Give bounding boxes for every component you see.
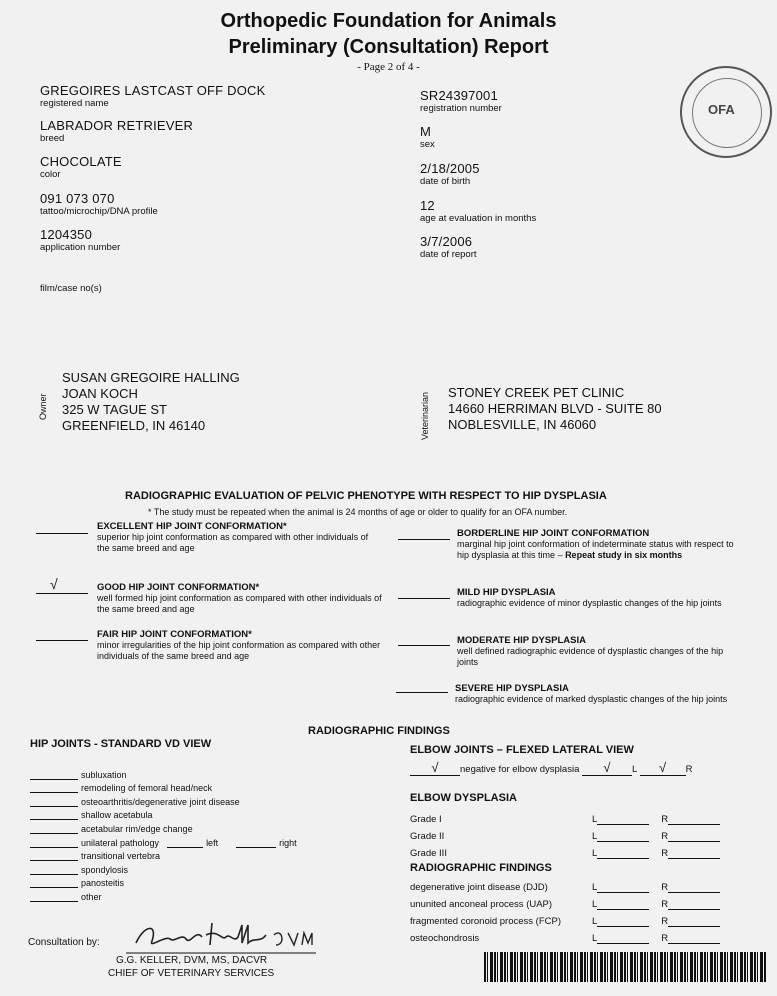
- age-field: [420, 198, 536, 224]
- consultation-by-label: Consultation by:: [28, 937, 100, 948]
- seal-text: OFA: [708, 102, 735, 117]
- breed-value: LABRADOR RETRIEVER: [40, 118, 194, 133]
- veterinarian-side-label: Veterinarian: [420, 391, 430, 440]
- elbow-negative-row: [410, 760, 750, 776]
- option-severe: [455, 683, 740, 705]
- option-desc: radiographic evidence of minor dysplastic changes of the hip joints: [457, 598, 722, 608]
- tattoo-label: tattoo/microchip/DNA profile: [40, 206, 158, 217]
- hip-joints-heading: HIP JOINTS - STANDARD VD VIEW: [30, 738, 212, 750]
- option-fair: [97, 629, 397, 662]
- option-borderline: [457, 528, 737, 561]
- elbow-right-check: √: [640, 760, 686, 776]
- sex-value: M: [420, 124, 432, 139]
- option-excellent: [97, 521, 377, 554]
- report-date-field: [420, 234, 477, 260]
- hip-item: spondylosis: [30, 861, 390, 875]
- radio-row: fragmented coronoid process (FCP) L R: [410, 910, 740, 927]
- option-desc: [457, 539, 737, 561]
- option-good: [97, 582, 387, 615]
- ofa-seal-icon: [680, 66, 772, 158]
- option-blank-excellent: [36, 533, 88, 534]
- elbow-joints-heading: ELBOW JOINTS – FLEXED LATERAL VIEW: [410, 744, 634, 756]
- owner-side-label: Owner: [38, 393, 48, 420]
- evaluation-note: * The study must be repeated when the animal is 24 months of age or older to qualify for an OFA number.: [148, 507, 568, 517]
- vet-line: 14660 HERRIMAN BLVD - SUITE 80: [448, 401, 662, 416]
- option-desc: superior hip joint conformation as compared with other individuals of the same breed and age: [97, 532, 369, 553]
- hip-item: shallow acetabula: [30, 807, 390, 821]
- registered-name-label: registered name: [40, 98, 109, 109]
- option-desc: minor irregularities of the hip joint conformation as compared with other individuals of the same breed and age: [97, 640, 381, 661]
- report-date-label: date of report: [420, 249, 477, 260]
- option-moderate: [457, 635, 742, 668]
- elbow-dysplasia-heading: ELBOW DYSPLASIA: [410, 792, 517, 804]
- vet-line: NOBLESVILLE, IN 46060: [448, 417, 597, 432]
- option-title: GOOD HIP JOINT CONFORMATION*: [97, 582, 260, 593]
- elbow-negative-check: √: [410, 760, 460, 776]
- tattoo-value: 091 073 070: [40, 191, 115, 206]
- dob-value: 2/18/2005: [420, 161, 480, 176]
- radio-row: osteochondrosis L R: [410, 927, 740, 944]
- option-desc-text: marginal hip joint conformation of indeterminate status with respect to hip dysplasia at this time –: [457, 539, 734, 560]
- option-mild: [457, 587, 742, 609]
- hip-item: panosteitis: [30, 875, 390, 889]
- application-field: [40, 227, 120, 253]
- grade-row: Grade I L R: [410, 808, 740, 825]
- option-desc: well formed hip joint conformation as compared with other individuals of the same breed and age: [97, 593, 382, 614]
- color-value: CHOCOLATE: [40, 154, 122, 169]
- option-blank-mild: [398, 598, 450, 599]
- color-label: color: [40, 169, 61, 180]
- hip-item: subluxation: [30, 766, 390, 780]
- age-label: age at evaluation in months: [420, 213, 537, 224]
- check-mark-good: √: [50, 576, 58, 592]
- r-label: R: [685, 764, 693, 775]
- hip-item-unilateral: unilateral pathology left right: [30, 834, 390, 848]
- owner-line: 325 W TAGUE ST: [62, 402, 167, 417]
- option-desc-bold: Repeat study in six months: [565, 550, 683, 560]
- dob-label: date of birth: [420, 176, 471, 187]
- option-title: EXCELLENT HIP JOINT CONFORMATION*: [97, 521, 287, 532]
- color-field: [40, 154, 122, 180]
- owner-address: [62, 370, 240, 434]
- tattoo-field: [40, 191, 158, 217]
- option-title: MODERATE HIP DYSPLASIA: [457, 635, 586, 646]
- hip-item: acetabular rim/edge change: [30, 820, 390, 834]
- evaluation-heading: RADIOGRAPHIC EVALUATION OF PELVIC PHENOTYPE WITH RESPECT TO HIP DYSPLASIA: [125, 490, 607, 502]
- hip-item: other: [30, 888, 390, 902]
- option-title: FAIR HIP JOINT CONFORMATION*: [97, 629, 252, 640]
- option-title: BORDERLINE HIP JOINT CONFORMATION: [457, 528, 650, 539]
- breed-label: breed: [40, 133, 65, 144]
- registration-label: registration number: [420, 103, 502, 114]
- owner-line: SUSAN GREGOIRE HALLING: [62, 370, 240, 385]
- hip-findings-list: [30, 766, 390, 902]
- option-desc: well defined radiographic evidence of dysplastic changes of the hip joints: [457, 646, 724, 667]
- elbow-negative-label: negative for elbow dysplasia: [460, 764, 580, 775]
- application-label: application number: [40, 242, 121, 253]
- registration-value: SR24397001: [420, 88, 498, 103]
- registered-name-value: GREGOIRES LASTCAST OFF DOCK: [40, 83, 266, 98]
- vet-line: STONEY CREEK PET CLINIC: [448, 385, 625, 400]
- film-case-label: film/case no(s): [40, 283, 102, 294]
- sex-label: sex: [420, 139, 435, 150]
- option-blank-fair: [36, 640, 88, 641]
- radio-list: [410, 876, 740, 944]
- breed-field: [40, 118, 193, 144]
- option-title: MILD HIP DYSPLASIA: [457, 587, 556, 598]
- hip-item: remodeling of femoral head/neck: [30, 780, 390, 794]
- sex-field: [420, 124, 435, 150]
- barcode-icon: [484, 952, 766, 982]
- signer-name: G.G. KELLER, DVM, MS, DACVR: [116, 955, 268, 966]
- option-title: SEVERE HIP DYSPLASIA: [455, 683, 569, 694]
- registration-field: [420, 88, 502, 114]
- hip-item: transitional vertebra: [30, 848, 390, 862]
- findings-heading: RADIOGRAPHIC FINDINGS: [308, 725, 450, 737]
- registered-name-field: [40, 83, 265, 109]
- dob-field: [420, 161, 480, 187]
- option-blank-moderate: [398, 645, 450, 646]
- owner-line: JOAN KOCH: [62, 386, 138, 401]
- l-label: L: [632, 764, 637, 775]
- option-blank-good: [36, 593, 88, 594]
- report-title-line1: Orthopedic Foundation for Animals: [220, 10, 557, 32]
- age-value: 12: [420, 198, 435, 213]
- application-value: 1204350: [40, 227, 93, 242]
- report-date-value: 3/7/2006: [420, 234, 473, 249]
- page-number: - Page 2 of 4 -: [357, 61, 420, 73]
- option-desc: radiographic evidence of marked dysplastic changes of the hip joints: [455, 694, 728, 704]
- owner-line: GREENFIELD, IN 46140: [62, 418, 206, 433]
- signer-title: CHIEF OF VETERINARY SERVICES: [108, 968, 275, 979]
- grade-row: Grade III L R: [410, 842, 740, 859]
- radiographic-findings-subheading: RADIOGRAPHIC FINDINGS: [410, 862, 552, 874]
- option-blank-borderline: [398, 539, 450, 540]
- radio-row: ununited anconeal process (UAP) L R: [410, 893, 740, 910]
- option-blank-severe: [396, 692, 448, 693]
- signature-image: [126, 915, 316, 955]
- grade-list: [410, 808, 740, 859]
- hip-item: osteoarthritis/degenerative joint disease: [30, 793, 390, 807]
- elbow-left-check: √: [582, 760, 632, 776]
- grade-row: Grade II L R: [410, 825, 740, 842]
- radio-row: degenerative joint disease (DJD) L R: [410, 876, 740, 893]
- report-title-line2: Preliminary (Consultation) Report: [228, 36, 549, 58]
- veterinarian-address: [448, 385, 662, 433]
